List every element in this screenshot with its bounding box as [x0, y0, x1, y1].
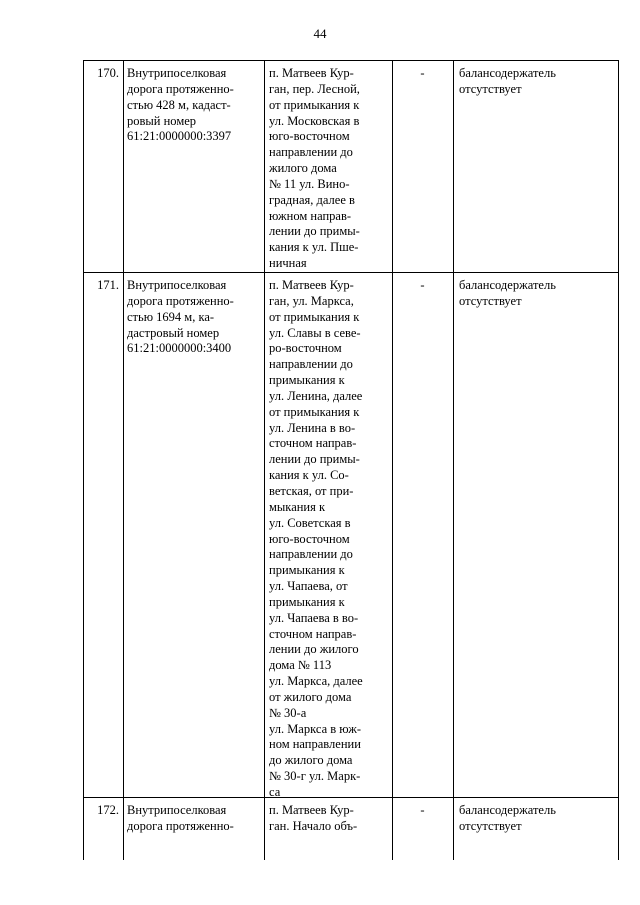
- balance-holder: балансодержатель отсутствует: [459, 66, 556, 96]
- registry-table: [83, 60, 619, 860]
- column-divider-3: [392, 60, 393, 860]
- road-location: п. Матвеев Кур- ган, пер. Лесной, от примыкания к ул. Московская в юго-восточном направлении до жилого дома № 11 ул. Вино- градная, далее в южном направ- лении до примы- кания к ул. Пше- ничная: [269, 66, 360, 271]
- table-border-right: [618, 60, 619, 860]
- balance-holder: балансодержатель отсутствует: [459, 803, 556, 833]
- row-number: 172.: [97, 803, 119, 817]
- row-number: 170.: [97, 66, 119, 80]
- empty-value-dash: -: [420, 278, 425, 292]
- column-divider-2: [264, 60, 265, 860]
- empty-value-dash: -: [420, 803, 425, 817]
- road-description: Внутрипоселковая дорога протяженно-: [127, 803, 234, 833]
- page-number: 44: [313, 26, 327, 41]
- column-divider-1: [123, 60, 124, 860]
- road-description: Внутрипоселковая дорога протяженно- стью 1694 м, ка- дастровый номер 61:21:0000000:3400: [127, 278, 234, 356]
- road-location: п. Матвеев Кур- ган. Начало объ-: [269, 803, 358, 833]
- road-location: п. Матвеев Кур- ган, ул. Маркса, от примыкания к ул. Славы в севе- ро-восточном направлении до примыкания к ул. Ленина, далее от примыкания к ул. Ленина в во- сточном направ- лении до примы- кания к ул. Со- ветская, от при- мыкания к ул. Советская в юго-восточном направлении до примыкания к ул. Чапаева, от примыкания к ул. Чапаева в во- сточном направ- лении до жилого дома № 113 ул. Маркса, далее от жилого дома № 30-а ул. Маркса в юж- ном направлении до жилого дома № 30-г ул. Марк- са: [269, 278, 363, 799]
- balance-holder: балансодержатель отсутствует: [459, 278, 556, 308]
- row-number: 171.: [97, 278, 119, 292]
- table-rule-top: [83, 60, 619, 61]
- column-divider-4: [453, 60, 454, 860]
- table-border-left: [83, 60, 84, 860]
- road-description: Внутрипоселковая дорога протяженно- стью 428 м, кадаст- ровый номер 61:21:0000000:3397: [127, 66, 234, 144]
- table-rule-row-170: [83, 272, 619, 273]
- empty-value-dash: -: [420, 66, 425, 80]
